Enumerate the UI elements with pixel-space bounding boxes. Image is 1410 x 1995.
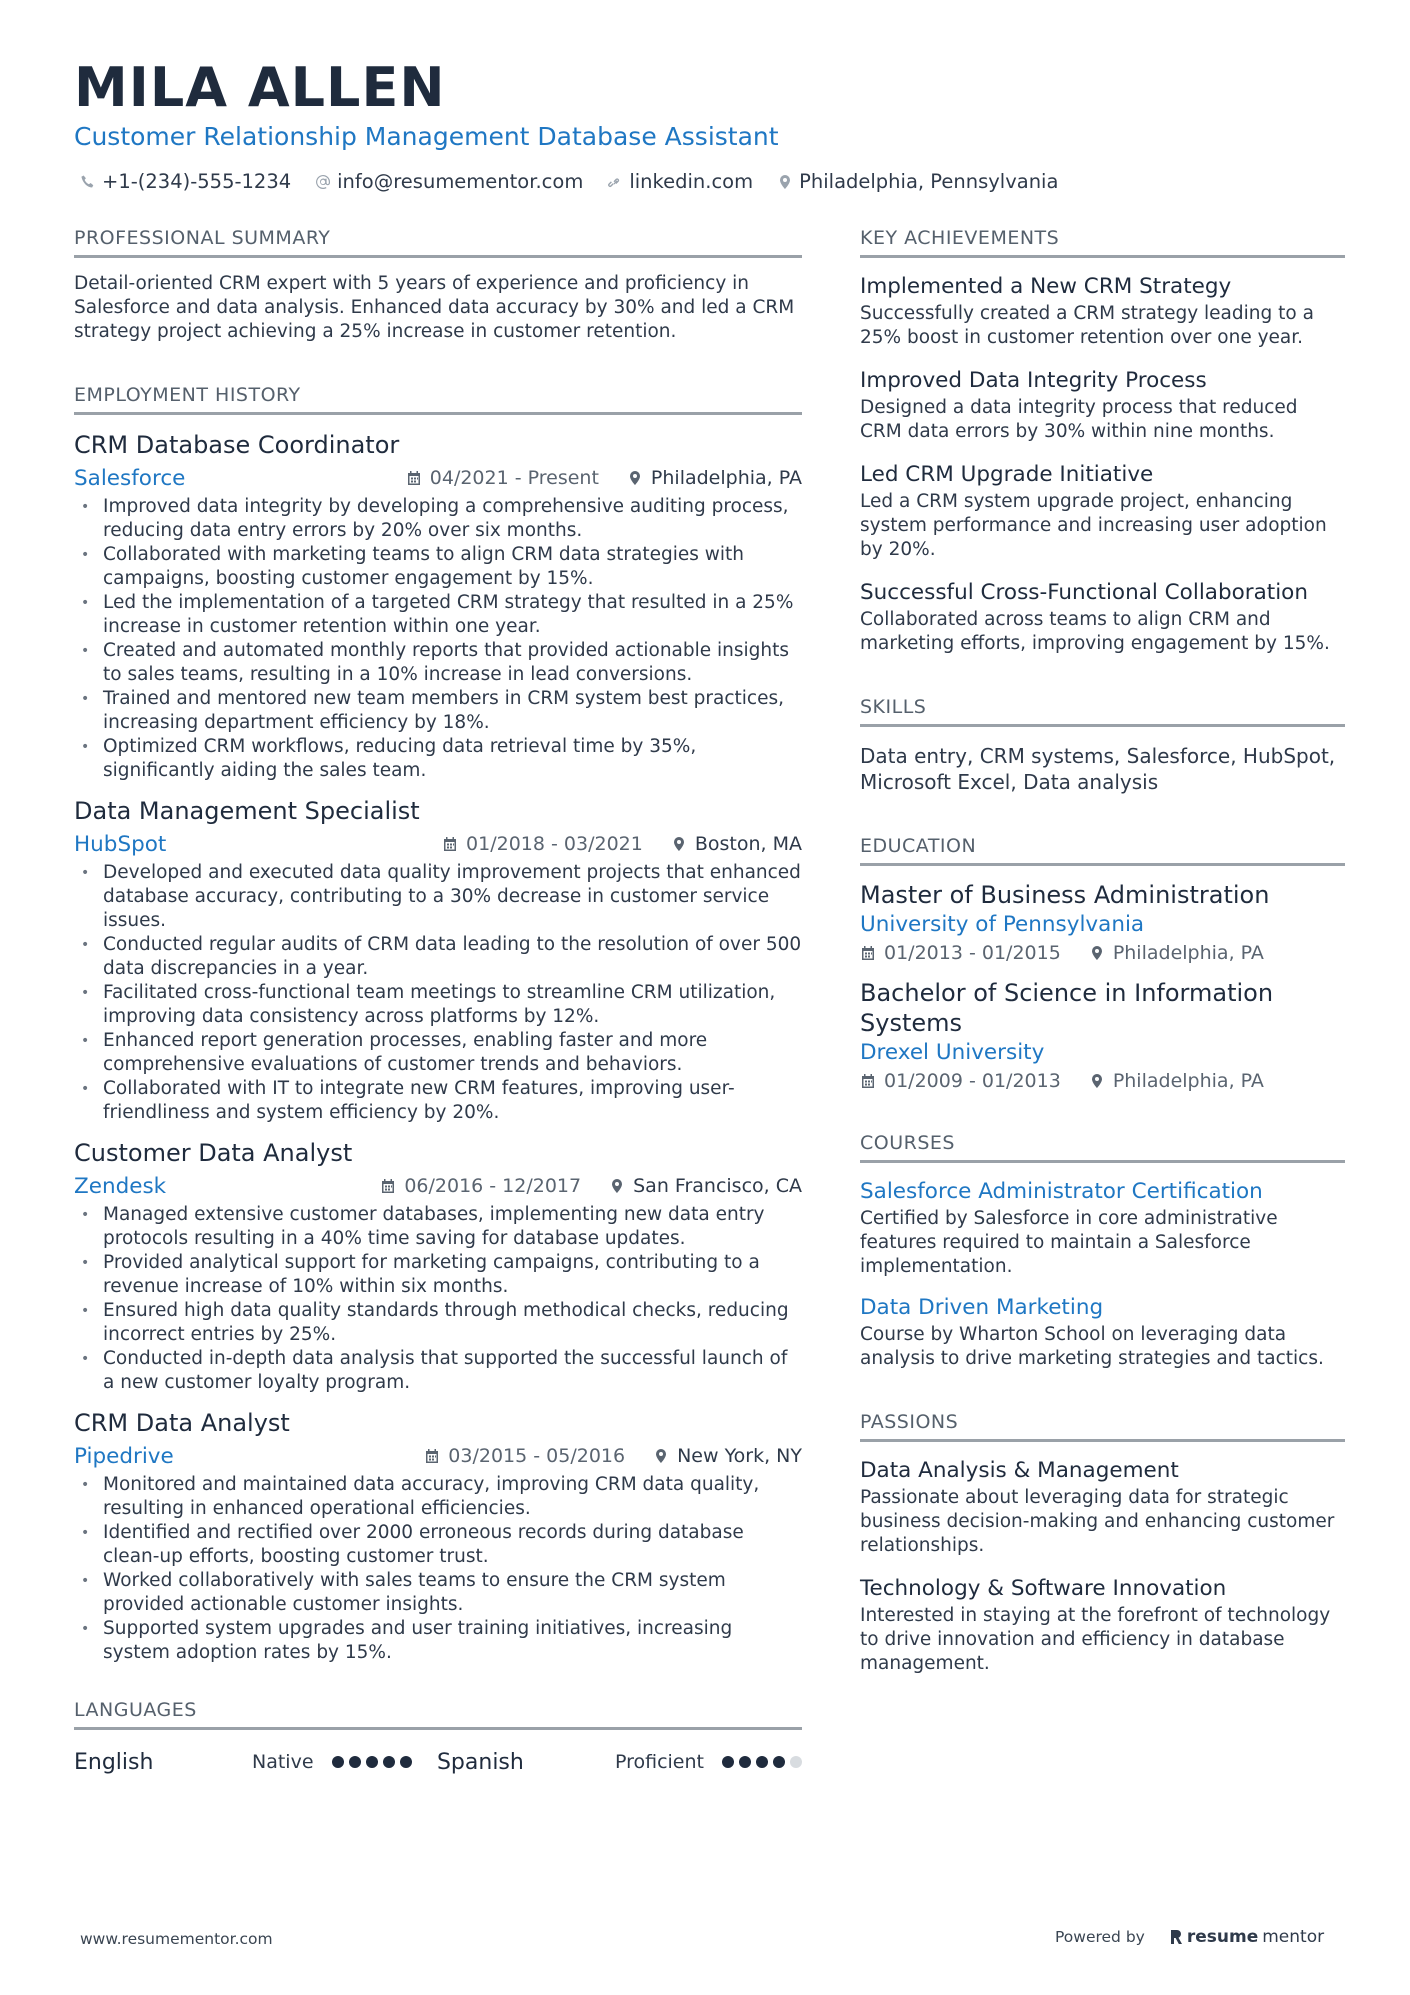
language-level: Native bbox=[252, 1751, 314, 1773]
course-title: Data Driven Marketing bbox=[860, 1295, 1104, 1320]
achievements-heading: KEY ACHIEVEMENTS bbox=[860, 227, 1345, 258]
job-entry bbox=[74, 795, 802, 1125]
job-location bbox=[609, 1175, 802, 1197]
job-entry bbox=[74, 429, 802, 783]
job-meta-right bbox=[442, 833, 802, 855]
achievement-item bbox=[860, 366, 1345, 444]
job-dates-text: 03/2015 - 05/2016 bbox=[448, 1445, 626, 1467]
job-dates-text: 01/2018 - 03/2021 bbox=[466, 833, 643, 855]
contact-bar bbox=[80, 170, 1058, 193]
location-text: Philadelphia, Pennsylvania bbox=[799, 170, 1059, 193]
brand-bold: resume bbox=[1186, 1927, 1259, 1947]
contact-phone bbox=[80, 170, 291, 193]
education-list bbox=[860, 880, 1345, 1092]
course-item bbox=[860, 1177, 1345, 1279]
language-name: Spanish bbox=[436, 1749, 524, 1775]
passion-desc: Passionate about leveraging data for strategic business decision-making and enhancing customer relationships. bbox=[860, 1487, 1335, 1556]
skills-heading: SKILLS bbox=[860, 696, 1345, 727]
education-meta bbox=[860, 942, 1345, 964]
calendar-icon bbox=[424, 1448, 440, 1464]
passion-desc: Interested in staying at the forefront of technology to drive innovation and efficiency in database management. bbox=[860, 1605, 1331, 1674]
languages-heading: LANGUAGES bbox=[74, 1699, 802, 1730]
brand-logo[interactable] bbox=[1169, 1927, 1324, 1947]
education-dates bbox=[860, 1070, 1061, 1092]
job-dates bbox=[380, 1175, 581, 1197]
job-meta-right bbox=[380, 1175, 802, 1197]
phone-text: +1-(234)-555-1234 bbox=[102, 170, 292, 193]
rating-dot bbox=[366, 1756, 378, 1768]
job-title: Customer Data Analyst bbox=[74, 1139, 353, 1167]
map-pin-icon bbox=[653, 1448, 669, 1464]
achievement-list bbox=[860, 272, 1345, 656]
education-school: Drexel University bbox=[860, 1040, 1045, 1065]
job-bullets bbox=[74, 1473, 802, 1665]
candidate-title: Customer Relationship Management Database Assistant bbox=[74, 122, 779, 151]
rating-dot bbox=[722, 1756, 734, 1768]
job-location-text: San Francisco, CA bbox=[633, 1175, 802, 1197]
passions-heading: PASSIONS bbox=[860, 1411, 1345, 1442]
job-meta-right bbox=[406, 467, 802, 489]
job-bullet: • Created and automated monthly reports that provided actionable insights to sales teams, resulting in a 10% increase in lead conversions. bbox=[74, 639, 802, 687]
language-item bbox=[437, 1750, 802, 1775]
rating-dot bbox=[332, 1756, 344, 1768]
job-bullets bbox=[74, 1203, 802, 1395]
passion-list bbox=[860, 1456, 1345, 1676]
job-company: HubSpot bbox=[74, 831, 167, 857]
calendar-icon bbox=[380, 1178, 396, 1194]
rating-dot bbox=[400, 1756, 412, 1768]
job-meta bbox=[74, 829, 802, 859]
achievement-desc: Successfully created a CRM strategy leading to a 25% boost in customer retention over one year. bbox=[860, 303, 1314, 348]
job-bullet: • Ensured high data quality standards through methodical checks, reducing incorrect entries by 25%. bbox=[74, 1299, 802, 1347]
education-school: University of Pennsylvania bbox=[860, 912, 1145, 937]
achievement-title: Implemented a New CRM Strategy bbox=[860, 274, 1232, 299]
rating-dot bbox=[756, 1756, 768, 1768]
job-title: CRM Data Analyst bbox=[74, 1409, 290, 1437]
job-list bbox=[74, 429, 802, 1665]
rating-dot bbox=[349, 1756, 361, 1768]
courses-heading: COURSES bbox=[860, 1132, 1345, 1163]
job-location-text: Philadelphia, PA bbox=[650, 467, 802, 489]
job-bullet: • Conducted in-depth data analysis that supported the successful launch of a new customer loyalty program. bbox=[74, 1347, 802, 1395]
powered-by-label: Powered by bbox=[1055, 1928, 1145, 1946]
course-item bbox=[860, 1293, 1345, 1371]
job-bullet: • Conducted regular audits of CRM data leading to the resolution of over 500 data discrepancies in a year. bbox=[74, 933, 802, 981]
course-title: Salesforce Administrator Certification bbox=[860, 1179, 1263, 1204]
linkedin-text: linkedin.com bbox=[629, 170, 754, 193]
achievement-title: Improved Data Integrity Process bbox=[860, 368, 1207, 393]
job-entry bbox=[74, 1407, 802, 1665]
education-degree: Bachelor of Science in Information Systems bbox=[860, 979, 1274, 1037]
skills-text: Data entry, CRM systems, Salesforce, HubSpot, Microsoft Excel, Data analysis bbox=[860, 744, 1336, 794]
job-bullet: • Worked collaboratively with sales teams to ensure the CRM system provided actionable customer insights. bbox=[74, 1569, 802, 1617]
job-dates bbox=[424, 1445, 625, 1467]
job-entry bbox=[74, 1137, 802, 1395]
job-bullet: • Managed extensive customer databases, implementing new data entry protocols resulting in a 40% time saving for database updates. bbox=[74, 1203, 802, 1251]
achievement-desc: Collaborated across teams to align CRM and marketing efforts, improving engagement by 15%. bbox=[860, 609, 1330, 654]
map-pin-icon bbox=[609, 1178, 625, 1194]
job-meta-right bbox=[424, 1445, 802, 1467]
job-bullet: • Developed and executed data quality improvement projects that enhanced database accuracy, contributing to a 30% decrease in customer service issues. bbox=[74, 861, 802, 933]
candidate-name: MILA ALLEN bbox=[74, 56, 446, 119]
education-location-text: Philadelphia, PA bbox=[1112, 942, 1264, 964]
contact-location bbox=[777, 170, 1058, 193]
job-location bbox=[653, 1445, 802, 1467]
job-company: Salesforce bbox=[74, 465, 186, 491]
job-dates-text: 04/2021 - Present bbox=[429, 467, 599, 489]
footer-url[interactable]: www.resumementor.com bbox=[80, 1930, 273, 1948]
summary-heading: PROFESSIONAL SUMMARY bbox=[74, 227, 802, 258]
job-bullet: • Trained and mentored new team members in CRM system best practices, increasing department efficiency by 18%. bbox=[74, 687, 802, 735]
achievement-item bbox=[860, 460, 1345, 562]
map-pin-icon bbox=[627, 470, 643, 486]
calendar-icon bbox=[442, 836, 458, 852]
job-bullet: • Collaborated with marketing teams to align CRM data strategies with campaigns, boosting customer engagement by 15%. bbox=[74, 543, 802, 591]
education-item bbox=[860, 880, 1345, 964]
education-dates-text: 01/2013 - 01/2015 bbox=[884, 942, 1061, 964]
job-bullets bbox=[74, 495, 802, 783]
link-icon bbox=[607, 174, 623, 190]
calendar-icon bbox=[860, 1073, 876, 1089]
job-dates bbox=[442, 833, 643, 855]
job-bullet: • Monitored and maintained data accuracy, improving CRM data quality, resulting in enhanced operational efficiencies. bbox=[74, 1473, 802, 1521]
contact-linkedin[interactable] bbox=[607, 170, 753, 193]
achievement-desc: Designed a data integrity process that reduced CRM data errors by 30% within nine months. bbox=[860, 397, 1298, 442]
job-meta bbox=[74, 1171, 802, 1201]
course-list bbox=[860, 1177, 1345, 1371]
job-location-text: Boston, MA bbox=[694, 833, 802, 855]
course-desc: Course by Wharton School on leveraging data analysis to drive marketing strategies and tactics. bbox=[860, 1324, 1324, 1369]
passion-item bbox=[860, 1574, 1345, 1676]
job-bullet: • Improved data integrity by developing a comprehensive auditing process, reducing data entry errors by 20% over six months. bbox=[74, 495, 802, 543]
achievement-item bbox=[860, 578, 1345, 656]
education-degree: Master of Business Administration bbox=[860, 881, 1270, 909]
passion-title: Data Analysis & Management bbox=[860, 1458, 1179, 1483]
job-meta bbox=[74, 463, 802, 493]
achievement-title: Successful Cross-Functional Collaboration bbox=[860, 580, 1308, 605]
job-bullet: • Facilitated cross-functional team meetings to streamline CRM utilization, improving data consistency across platforms by 12%. bbox=[74, 981, 802, 1029]
achievement-item bbox=[860, 272, 1345, 350]
map-pin-icon bbox=[1089, 1073, 1105, 1089]
education-location bbox=[1089, 942, 1264, 964]
job-bullet: • Collaborated with IT to integrate new CRM features, improving user-friendliness and system efficiency by 20%. bbox=[74, 1077, 802, 1125]
rating-dot bbox=[739, 1756, 751, 1768]
education-meta bbox=[860, 1070, 1345, 1092]
job-bullet: • Enhanced report generation processes, enabling faster and more comprehensive evaluations of customer trends and behaviors. bbox=[74, 1029, 802, 1077]
education-location-text: Philadelphia, PA bbox=[1112, 1070, 1264, 1092]
job-dates bbox=[406, 467, 599, 489]
rating-dot bbox=[773, 1756, 785, 1768]
education-heading: EDUCATION bbox=[860, 835, 1345, 866]
left-column bbox=[74, 227, 802, 1778]
job-location bbox=[671, 833, 802, 855]
education-item bbox=[860, 978, 1345, 1092]
brand-rest: mentor bbox=[1262, 1927, 1325, 1947]
job-company: Zendesk bbox=[74, 1173, 167, 1199]
language-rating bbox=[722, 1756, 802, 1768]
job-bullet: • Led the implementation of a targeted CRM strategy that resulted in a 25% increase in customer retention within one year. bbox=[74, 591, 802, 639]
job-title: Data Management Specialist bbox=[74, 797, 420, 825]
map-pin-icon bbox=[777, 174, 793, 190]
job-bullet: • Identified and rectified over 2000 erroneous records during database clean-up efforts, boosting customer trust. bbox=[74, 1521, 802, 1569]
achievement-desc: Led a CRM system upgrade project, enhancing system performance and increasing user adoption by 20%. bbox=[860, 491, 1327, 560]
rating-dot bbox=[790, 1756, 802, 1768]
phone-icon bbox=[80, 174, 96, 190]
powered-by bbox=[1055, 1927, 1324, 1947]
achievement-title: Led CRM Upgrade Initiative bbox=[860, 462, 1154, 487]
calendar-icon bbox=[860, 945, 876, 961]
rating-dot bbox=[383, 1756, 395, 1768]
at-icon bbox=[315, 174, 331, 190]
course-desc: Certified by Salesforce in core administrative features required to maintain a Salesforce implementation. bbox=[860, 1208, 1278, 1277]
job-location-text: New York, NY bbox=[677, 1445, 802, 1467]
education-location bbox=[1089, 1070, 1264, 1092]
job-title: CRM Database Coordinator bbox=[74, 431, 400, 459]
summary-text: Detail-oriented CRM expert with 5 years of experience and proficiency in Salesforce and data analysis. Enhanced data accuracy by 30% and led a CRM strategy project achieving a 25% increase in customer retention. bbox=[74, 273, 795, 342]
job-meta bbox=[74, 1441, 802, 1471]
language-list bbox=[74, 1746, 802, 1778]
job-bullet: • Provided analytical support for marketing campaigns, contributing to a revenue increase of 10% within six months. bbox=[74, 1251, 802, 1299]
job-bullet: • Supported system upgrades and user training initiatives, increasing system adoption rates by 15%. bbox=[74, 1617, 802, 1665]
contact-email[interactable] bbox=[315, 170, 583, 193]
language-rating bbox=[332, 1756, 412, 1768]
map-pin-icon bbox=[671, 836, 687, 852]
job-location bbox=[627, 467, 802, 489]
education-dates bbox=[860, 942, 1061, 964]
employment-heading: EMPLOYMENT HISTORY bbox=[74, 384, 802, 415]
language-item bbox=[74, 1750, 437, 1775]
job-bullet: • Optimized CRM workflows, reducing data retrieval time by 35%, significantly aiding the sales team. bbox=[74, 735, 802, 783]
job-company: Pipedrive bbox=[74, 1443, 174, 1469]
language-name: English bbox=[74, 1749, 154, 1775]
education-dates-text: 01/2009 - 01/2013 bbox=[884, 1070, 1061, 1092]
right-column bbox=[860, 227, 1345, 1692]
job-dates-text: 06/2016 - 12/2017 bbox=[404, 1175, 582, 1197]
map-pin-icon bbox=[1089, 945, 1105, 961]
language-level: Proficient bbox=[614, 1751, 704, 1773]
calendar-icon bbox=[406, 470, 422, 486]
passion-item bbox=[860, 1456, 1345, 1558]
passion-title: Technology & Software Innovation bbox=[860, 1576, 1227, 1601]
job-bullets bbox=[74, 861, 802, 1125]
resumementor-logo-icon bbox=[1169, 1928, 1183, 1946]
email-text: info@resumementor.com bbox=[337, 170, 584, 193]
